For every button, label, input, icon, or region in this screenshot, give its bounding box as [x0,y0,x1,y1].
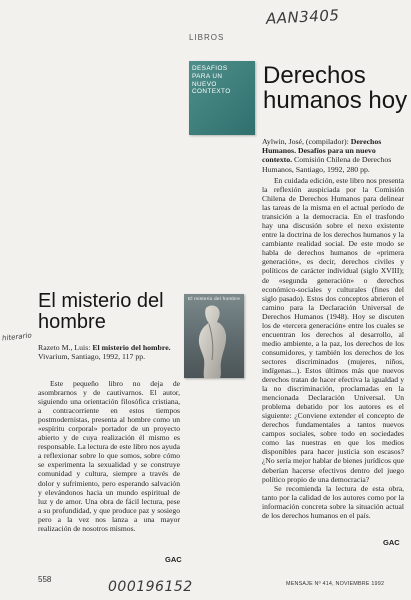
review-body [38,379,180,533]
handwritten-margin-note: hiterario [1,331,33,343]
biblio-publisher: Vivarium, Santiago, 1992, 117 pp. [38,352,146,362]
biblio-authors: Razeto M., Luis: [38,343,93,352]
book-cover-misterio-hombre [184,294,244,378]
cover-title: El misterio del hombre [187,297,241,302]
article-title-derechos-humanos [263,63,408,113]
biblio-book-title: Derechos Humanos. Desafíos para un nuevo contexto. [262,137,382,165]
reviewer-signature: GAC [165,555,182,564]
title-line: El misterio del [38,290,164,312]
cover-line: PARA UN [192,72,223,80]
sculpture-figure-image [184,294,244,378]
issue-footer: MENSAJE Nº 414, NOVIEMBRE 1992 [286,581,385,587]
page-number: 558 [38,575,52,584]
biblio-book-title: El misterio del hombre. [92,343,171,352]
title-line: humanos hoy [263,87,408,115]
review-paragraph: En cuidada edición, este libro nos presenta la reflexión auspiciada por la Comisión Chilena de Derechos Humanos para delinear las tareas de la misma en el actual período de transición a la democracia. En el trasfondo hay una discusión sobre el nexo existente entre la doctrina de los derechos humanos y la cambiante realidad social. De este modo se habla de derechos humanos de «primera generación», es decir, derechos civiles y políticos de carácter individual (siglo XVIII); de «segunda generación» o derechos económico-sociales y culturales (fines del siglo pasado). Estos dos conceptos abrieron el camino para la Declaración Universal de Derechos Humanos (1948). Hoy se discuten los de «tercera generación» entre los cuales se encuentran los derechos al desarrollo, al medio ambiente, a la paz, los derechos de los consumidores, y también los derechos de los sectores discriminados (mujeres, niños, indígenas...). Estos últimos más que nuevos derechos tratan de hacer efectiva la igualdad y la no discriminación, proclamadas en la mencionada Declaración Universal. Un problema debatido por los autores es el siguiente: ¿Conviene extender el concepto de derechos fundamentales a tantos nuevos campos sociales, sobre todo en sociedades como las nuestras en que los medios disponibles para hacer justicia son escasos? ¿No sería mejor hablar de bienes jurídicos que deberían hacerse efectivos dentro del juego político propio de una democracia? [262,176,404,484]
review-paragraph: Este pequeño libro no deja de asombrarnos y de cautivarnos. El autor, siguiendo una orientación filosófica cristiana, a contracorriente en estos tiempos postmodernistas, presenta al hombre como un «espíritu corporal» portador de un proyecto abierto y de cuya realización él mismo es responsable. La lectura de este libro nos ayuda a reflexionar sobre lo que somos, sobre cómo se experimenta la sexualidad y se construye comunidad y cultura, siempre a través de dolor y sufrimiento, pero esperando salvación y elevándonos hacia un mundo espiritual de luz y de amor. Una obra de fácil lectura, pese a su profundidad, y que produce paz y sosiego pero a la vez nos lanza a una mayor realización de nosotros mismos. [38,379,180,533]
review-paragraph: Se recomienda la lectura de esta obra, tanto por la calidad de los autores como por la información concreta sobre la situación actual de los derechos humanos en el país. [262,483,404,520]
biblio-authors: Aylwin, José, (compilador): [262,137,351,146]
review-body [262,176,404,520]
section-label: LIBROS [189,33,225,42]
cover-line: NUEVO [192,80,217,88]
bibliographic-reference [38,343,178,361]
title-line: hombre [38,311,106,333]
biblio-publisher: Comisión Chilena de Derechos Humanos, Santiago, 1992, 280 pp. [262,155,392,174]
reviewer-signature: GAC [383,538,400,547]
cover-line: DESAFIOS [192,65,228,72]
handwritten-catalog-code: AAN3405 [265,6,340,28]
handwritten-record-number: 000196152 [108,579,193,595]
cover-line: CONTEXTO [192,88,231,96]
book-cover-derechos-humanos [189,61,255,135]
bibliographic-reference [262,137,404,174]
title-line: Derechos [263,62,366,89]
article-title-misterio-hombre [38,291,178,333]
